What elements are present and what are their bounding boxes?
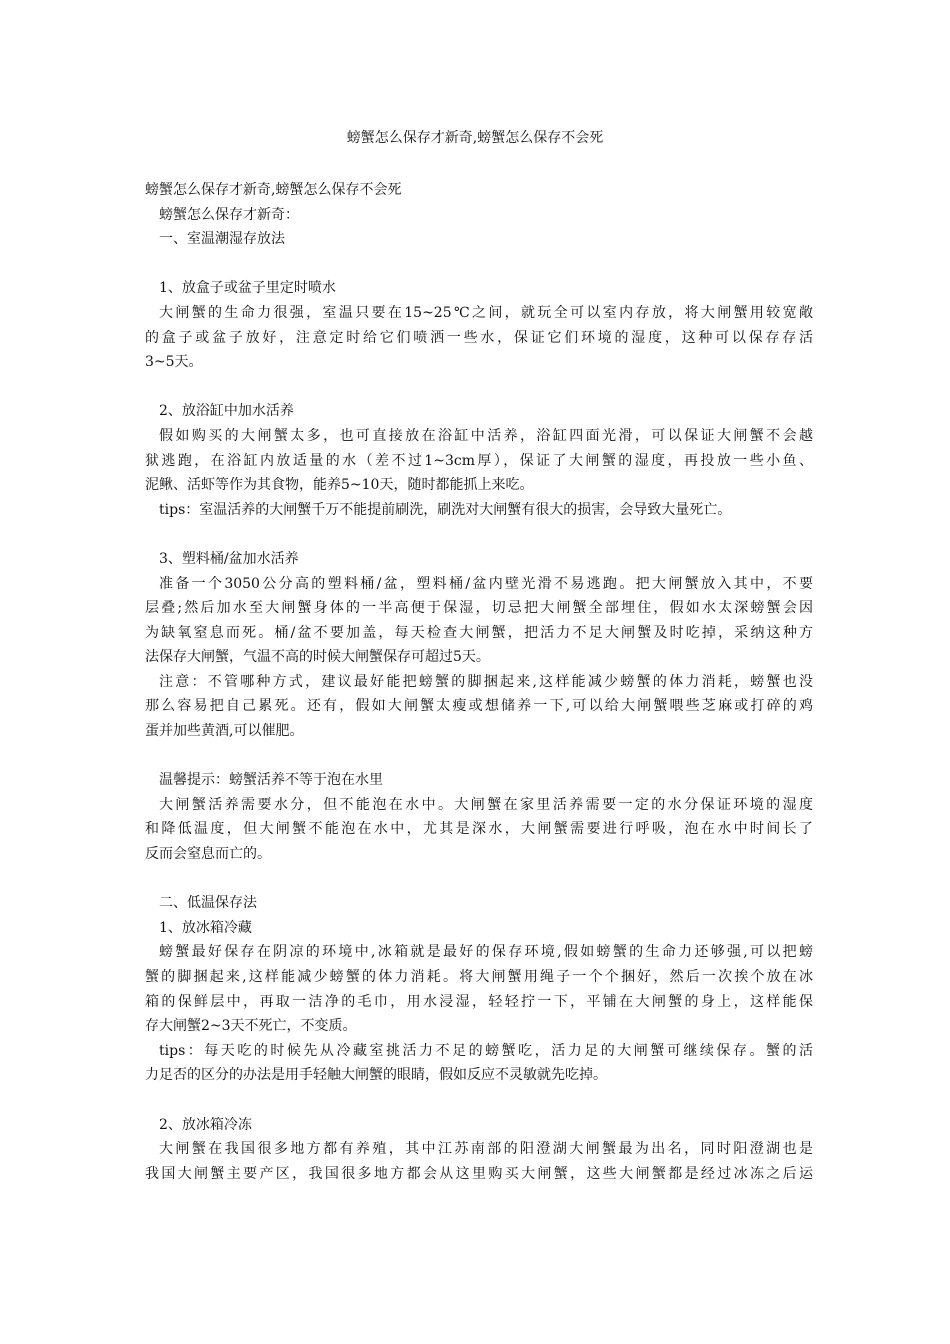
paragraph-line: 大闸蟹在我国很多地方都有养殖，其中江苏南部的阳澄湖大闸蟹最为出名，同时阳澄湖也是 [159,1141,813,1158]
paragraph-line: 力足否的区分的办法是用手轻触大闸蟹的眼睛，假如反应不灵敏就先吃掉。 [145,1067,607,1084]
paragraph-line: 大闸蟹的生命力很强，室温只要在15~25℃之间，就玩全可以室内存放，将大闸蟹用较宽敞 [159,304,813,321]
paragraph-line: tips：室温活养的大闸蟹千万不能提前刷洗，刷洗对大闸蟹有很大的损害，会导致大量死亡。 [159,501,732,518]
paragraph-line: 蟹的脚捆起来,这样能减少螃蟹的体力消耗。将大闸蟹用绳子一个个捆好，然后一次挨个放在冰 [145,969,813,985]
paragraph-line: 我国大闸蟹主要产区，我国很多地方都会从这里购买大闸蟹，这些大闸蟹都是经过冰冻之后运 [145,1165,813,1182]
blank-line [145,1088,813,1113]
paragraph-line: 法保存大闸蟹，气温不高的时候大闸蟹保存可超过5天。 [145,649,490,666]
paragraph-line: 假如购买的大闸蟹太多，也可直接放在浴缸中活养，浴缸四面光滑，可以保证大闸蟹不会越 [159,427,813,444]
paragraph-line: 的盒子或盆子放好，注意定时给它们喷洒一些水，保证它们环境的湿度，这种可以保存存活 [145,329,813,346]
paragraph-line: tips：每天吃的时候先从冷藏室挑活力不足的螃蟹吃，活力足的大闸蟹可继续保存。蟹的活 [159,1042,813,1059]
paragraph-line: 狱逃跑，在浴缸内放适量的水（差不过1~3cm厚），保证了大闸蟹的湿度，再投放一些小鱼、 [145,452,813,469]
paragraph-line: 反而会窒息而亡的。 [145,846,271,863]
blank-line [145,744,813,769]
paragraph-line: 和降低温度，但大闸蟹不能泡在水中，尤其是深水，大闸蟹需要进行呼吸，泡在水中时间长了 [145,821,813,838]
document-body [145,178,813,1186]
paragraph-line: 蛋并加些黄酒,可以催肥。 [145,723,304,740]
paragraph-line: 准备一个3050公分高的塑料桶/盆，塑料桶/盆内壁光滑不易逃跑。把大闸蟹放入其中，不要 [159,575,813,592]
paragraph-line: 1、放冰箱冷藏 [159,919,252,936]
paragraph-line: 3、塑料桶/盆加水活养 [159,550,299,567]
blank-line [145,867,813,892]
paragraph-line: 那么容易把自己累死。还有，假如大闸蟹太瘦或想储养一下,可以给大闸蟹喂些芝麻或打碎的鸡 [145,698,813,715]
paragraph-line: 1、放盒子或盆子里定时喷水 [159,280,336,297]
paragraph-line: 存大闸蟹2~3天不死亡，不变质。 [145,1018,357,1035]
paragraph-line: 一、室温潮湿存放法 [159,231,285,248]
paragraph-line: 注意：不管哪种方式，建议最好能把螃蟹的脚捆起来,这样能减少螃蟹的体力消耗，螃蟹也没 [159,673,813,690]
paragraph-line: 螃蟹怎么保存才新奇： [159,206,299,223]
blank-line [145,252,813,277]
paragraph-line: 泥鳅、活虾等作为其食物，能养5~10天，随时都能抓上来吃。 [145,477,534,494]
paragraph-line: 层叠;然后加水至大闸蟹身体的一半高便于保湿，切忌把大闸蟹全部埋住，假如水太深螃蟹会因 [145,600,813,617]
paragraph-line: 为缺氧窒息而死。桶/盆不要加盖，每天检查大闸蟹，把活力不足大闸蟹及时吃掉，采纳这种方 [145,624,813,641]
document-title: 螃蟹怎么保存才新奇,螃蟹怎么保存不会死 [346,130,604,146]
paragraph-line: 温馨提示：螃蟹活养不等于泡在水里 [159,772,383,789]
paragraph-line: 3~5天。 [145,354,203,371]
blank-line [145,375,813,400]
paragraph-line: 箱的保鲜层中，再取一洁净的毛巾，用水浸湿，轻轻拧一下，平铺在大闸蟹的身上，这样能保 [145,993,813,1010]
blank-line [145,522,813,547]
paragraph-line: 大闸蟹活养需要水分，但不能泡在水中。大闸蟹在家里活养需要一定的水分保证环境的湿度 [159,796,813,813]
paragraph-line: 2、放浴缸中加水活养 [159,403,294,420]
paragraph-line: 二、低温保存法 [159,895,257,912]
paragraph-line: 螃蟹怎么保存才新奇,螃蟹怎么保存不会死 [145,182,402,198]
paragraph-line: 螃蟹最好保存在阴凉的环境中,冰箱就是最好的保存环境,假如螃蟹的生命力还够强,可以把螃 [159,944,813,961]
paragraph-line: 2、放冰箱冷冻 [159,1116,252,1133]
